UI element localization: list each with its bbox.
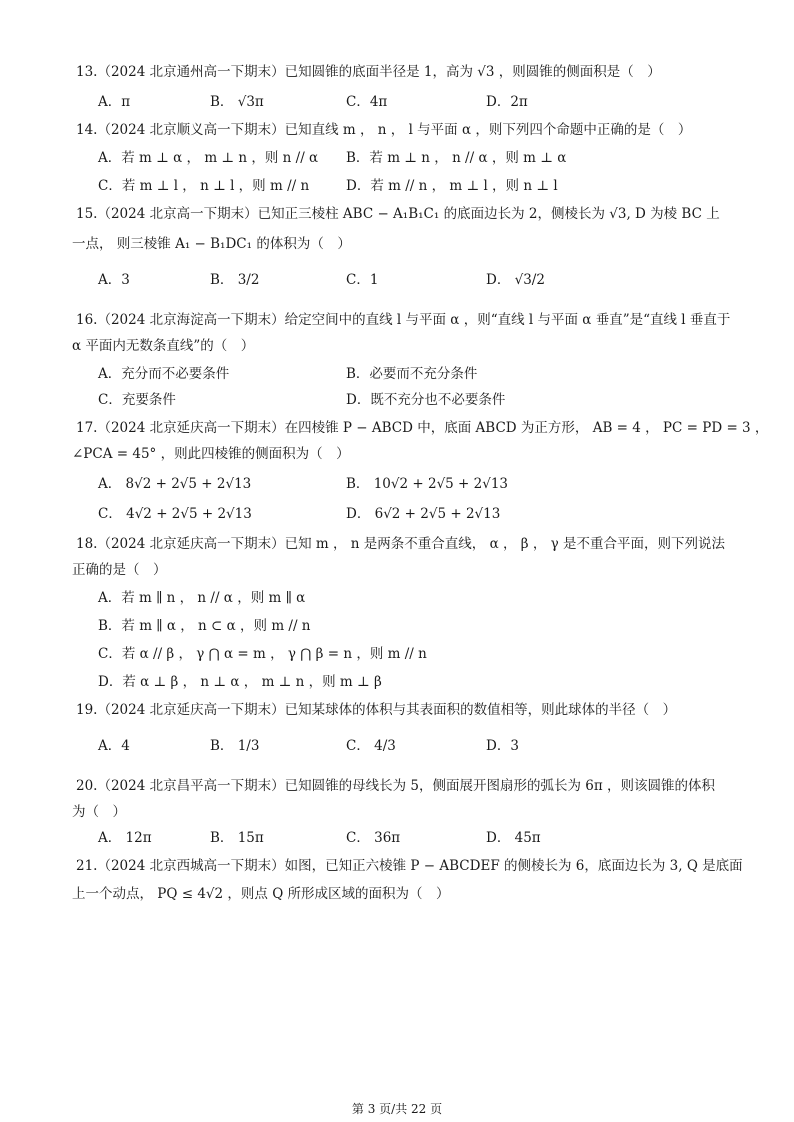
q20-option-a: A． 12π — [98, 830, 152, 846]
q17-option-d: D． 6√2 + 2√5 + 2√13 — [346, 506, 501, 522]
q14-option-b: B．若 m ⊥ n ， n // α ，则 m ⊥ α — [346, 150, 567, 166]
question-16-stem-line-2: α 平面内无数条直线”的（ ） — [72, 338, 255, 354]
q20-option-d: D． 45π — [486, 830, 541, 846]
q14-option-d: D．若 m // n ， m ⊥ l ，则 n ⊥ l — [346, 178, 558, 194]
q18-option-c: C．若 α // β ， γ ⋂ α = m ， γ ⋂ β = n ，则 m // n — [98, 646, 427, 662]
question-18-stem-line-2: 正确的是（ ） — [72, 562, 167, 578]
q18-option-d: D．若 α ⊥ β ， n ⊥ α ， m ⊥ n ，则 m ⊥ β — [98, 674, 382, 690]
q13-option-c: C．4π — [346, 94, 388, 110]
question-18-stem-line-1: 18.（2024 北京延庆高一下期末）已知 m ， n 是两条不重合直线， α ， β ， γ 是不重合平面，则下列说法 — [76, 536, 726, 552]
q15-option-d: D． √3/2 — [486, 272, 545, 288]
q19-option-b: B． 1/3 — [210, 738, 260, 754]
question-21-stem-line-2: 上一个动点， PQ ≤ 4√2 ，则点 Q 所形成区域的面积为（ ） — [72, 886, 450, 902]
q17-option-b: B． 10√2 + 2√5 + 2√13 — [346, 476, 509, 492]
q20-option-b: B． 15π — [210, 830, 264, 846]
q17-option-c: C． 4√2 + 2√5 + 2√13 — [98, 506, 252, 522]
question-19-stem: 19.（2024 北京延庆高一下期末）已知某球体的体积与其表面积的数值相等，则此球体的半径（ ） — [76, 702, 677, 718]
q17-option-a: A． 8√2 + 2√5 + 2√13 — [98, 476, 252, 492]
question-15-stem-line-2: 一点， 则三棱锥 A₁ − B₁DC₁ 的体积为（ ） — [72, 236, 351, 252]
q16-option-d: D．既不充分也不必要条件 — [346, 392, 506, 408]
q13-option-b: B． √3π — [210, 94, 264, 110]
q13-option-d: D．2π — [486, 94, 528, 110]
question-17-stem-line-1: 17.（2024 北京延庆高一下期末）在四棱锥 P − ABCD 中，底面 ABCD 为正方形， AB = 4 ， PC = PD = 3 ， — [76, 420, 769, 436]
q19-option-d: D．3 — [486, 738, 519, 754]
q13-option-a: A．π — [98, 94, 131, 110]
q15-option-c: C．1 — [346, 272, 379, 288]
page-number-footer: 第 3 页/共 22 页 — [351, 1102, 443, 1116]
q19-option-a: A．4 — [98, 738, 130, 754]
q16-option-b: B．必要而不充分条件 — [346, 366, 478, 382]
q15-option-b: B． 3/2 — [210, 272, 260, 288]
question-14-stem: 14.（2024 北京顺义高一下期末）已知直线 m ， n ， l 与平面 α ，则下列四个命题中正确的是（ ） — [76, 122, 692, 138]
question-15-stem-line-1: 15.（2024 北京高一下期末）已知正三棱柱 ABC − A₁B₁C₁ 的底面边长为 2，侧棱长为 √3, D 为棱 BC 上 — [76, 206, 720, 222]
q19-option-c: C． 4/3 — [346, 738, 396, 754]
question-20-stem-line-1: 20.（2024 北京昌平高一下期末）已知圆锥的母线长为 5，侧面展开图扇形的弧长为 6π ，则该圆锥的体积 — [76, 778, 716, 794]
question-21-stem-line-1: 21.（2024 北京西城高一下期末）如图，已知正六棱锥 P − ABCDEF 的侧棱长为 6，底面边长为 3, Q 是底面 — [76, 858, 743, 874]
question-13-stem: 13.（2024 北京通州高一下期末）已知圆锥的底面半径是 1，高为 √3 ，则圆锥的侧面积是（ ） — [76, 64, 661, 80]
q18-option-a: A．若 m ∥ n ， n // α ，则 m ∥ α — [98, 590, 306, 606]
q14-option-c: C．若 m ⊥ l ， n ⊥ l ，则 m // n — [98, 178, 310, 194]
q16-option-a: A．充分而不必要条件 — [98, 366, 230, 382]
question-20-stem-line-2: 为（ ） — [72, 804, 126, 820]
q15-option-a: A．3 — [98, 272, 130, 288]
question-16-stem-line-1: 16.（2024 北京海淀高一下期末）给定空间中的直线 l 与平面 α ，则“直线 l 与平面 α 垂直”是“直线 l 垂直于 — [76, 312, 731, 328]
q14-option-a: A．若 m ⊥ α ， m ⊥ n ，则 n // α — [98, 150, 319, 166]
question-17-stem-line-2: ∠PCA = 45° ，则此四棱锥的侧面积为（ ） — [72, 446, 350, 462]
q18-option-b: B．若 m ∥ α ， n ⊂ α ，则 m // n — [98, 618, 311, 634]
q20-option-c: C． 36π — [346, 830, 401, 846]
q16-option-c: C．充要条件 — [98, 392, 176, 408]
